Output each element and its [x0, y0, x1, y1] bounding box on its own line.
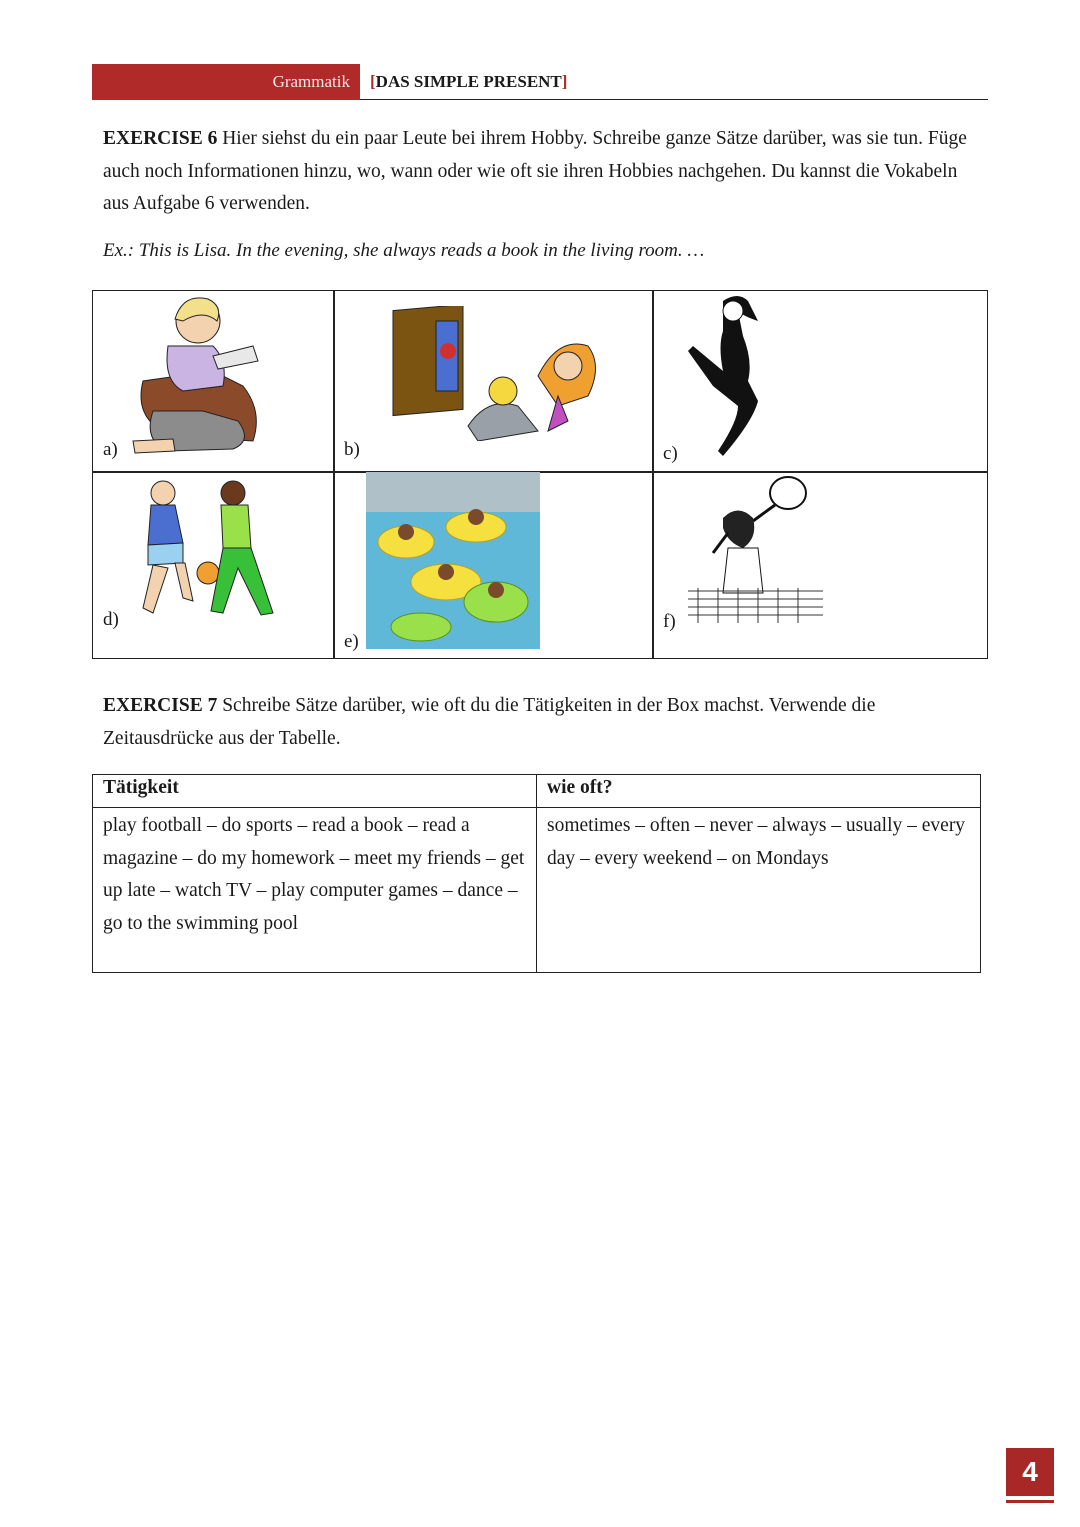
exercise7-instructions: [103, 690, 973, 755]
activities-table: [92, 774, 981, 973]
header-section-label: Grammatik: [272, 72, 350, 91]
picture-grid: [92, 290, 988, 659]
cell-label-e: e): [344, 631, 359, 652]
page-number-underline: [1006, 1500, 1054, 1503]
exercise7-text: Schreibe Sätze darüber, wie oft du die Tätigkeiten in der Box machst. Verwende die Zeitausdrücke aus der Tabelle.: [103, 695, 876, 749]
header-activity: Tätigkeit: [93, 775, 537, 808]
cell-label-f: f): [663, 611, 676, 632]
header-section-tab: [92, 64, 360, 100]
activities-cell: play football – do sports – read a book – read a magazine – do my homework – meet my friends – get up late – watch TV – play computer games – dance – go to the swimming pool: [93, 808, 537, 973]
tennis-picture: [683, 473, 823, 628]
exercise6-text: Hier siehst du ein paar Leute bei ihrem Hobby. Schreibe ganze Sätze darüber, was sie tun. Füge auch noch Informationen hinzu, wo, wann oder wie oft sie ihren Hobbies nachgehen. Du kannst die Vokabeln aus Aufgabe 6 verwenden.: [103, 128, 967, 214]
swimming-pool-picture: [366, 472, 540, 649]
cell-label-b: b): [344, 439, 360, 460]
header-title-text: DAS SIMPLE PRESENT: [375, 72, 562, 91]
dancer-picture: [683, 291, 783, 463]
cell-label-d: d): [103, 609, 119, 630]
exercise7-label: EXERCISE 7: [103, 695, 218, 716]
kids-tv-picture: [388, 306, 613, 441]
exercise6-example: Ex.: This is Lisa. In the evening, she always reads a book in the living room. …: [103, 240, 705, 261]
exercise6-instructions: [103, 123, 983, 221]
frequencies-cell: sometimes – often – never – always – usually – every day – every weekend – on Mondays: [537, 808, 981, 973]
football-picture: [123, 473, 283, 623]
bracket-close: ]: [561, 72, 568, 91]
exercise6-label: EXERCISE 6: [103, 128, 218, 149]
table-header-row: [93, 775, 981, 808]
header-divider: [360, 99, 988, 100]
woman-reading-picture: [113, 291, 273, 461]
header-frequency: wie oft?: [537, 775, 981, 808]
table-row: [93, 808, 981, 973]
header-title: [370, 72, 567, 92]
bracket-open: [: [370, 72, 376, 91]
cell-label-a: a): [103, 439, 118, 460]
page-number: 4: [1006, 1448, 1054, 1496]
cell-label-c: c): [663, 443, 678, 464]
